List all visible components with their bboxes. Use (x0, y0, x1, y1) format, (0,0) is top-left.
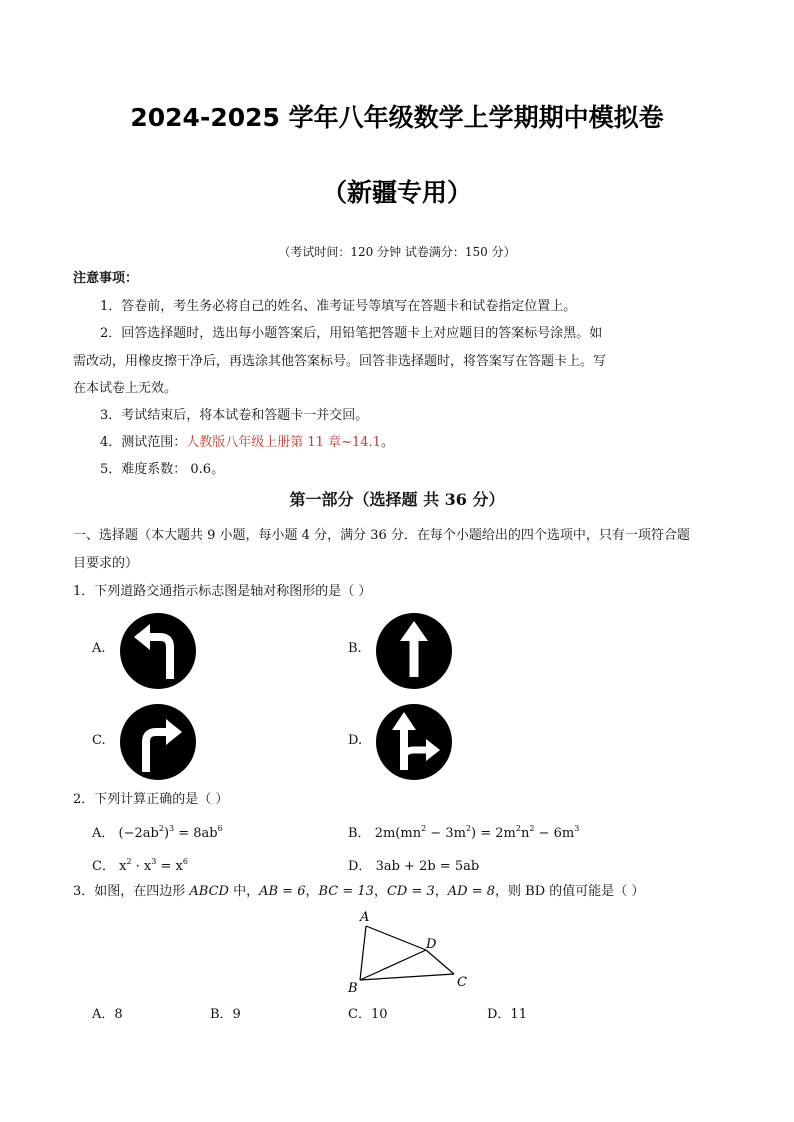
q2-option-d-label: D． (348, 859, 372, 874)
q3-stem-mid: 中， (228, 884, 260, 899)
q2-option-a-rhs: = 8ab (174, 826, 218, 841)
edge-bc (360, 974, 454, 980)
q2-option-b-text-4: n (520, 826, 530, 841)
q1-option-d-label: D. (348, 733, 363, 748)
straight-or-right-sign-icon[interactable] (374, 702, 454, 782)
turn-left-sign-icon[interactable] (118, 611, 198, 691)
straight-arrow-sign-icon[interactable] (374, 611, 454, 691)
q2-option-a[interactable] (92, 822, 223, 841)
turn-right-sign-icon[interactable] (118, 702, 198, 782)
q2-option-b-text-5: − 6m (534, 826, 575, 841)
point-c-label: C (457, 975, 467, 990)
notice-item-4-prefix: 4．测试范围： (100, 435, 187, 450)
q2-option-c-text-3: = x (156, 859, 183, 874)
edge-dc (426, 950, 454, 974)
q3-ab: AB = 6 (259, 884, 306, 899)
page-title: 2024-2025 学年八年级数学上学期期中模拟卷 (130, 103, 664, 132)
q3-bc: BC = 13 (318, 884, 374, 899)
notice-item-1: 1．答卷前，考生务必将自己的姓名、准考证号等填写在答题卡和试卷指定位置上。 (100, 299, 577, 314)
exam-info: （考试时间：120 分钟 试卷满分：150 分） (278, 245, 516, 259)
q2-option-b-exp-3: 2 (515, 824, 521, 833)
q3-option-c[interactable]: C．10 (348, 1007, 388, 1022)
q2-option-a-exp-outer: 3 (169, 824, 175, 833)
q2-option-c-exp-3: 6 (182, 857, 188, 866)
part1-intro-line-2: 目要求的） (73, 556, 139, 571)
q2-option-c-text-2: · x (131, 859, 152, 874)
notice-heading: 注意事项： (73, 271, 139, 286)
q2-option-d[interactable] (348, 855, 479, 874)
point-b-label: B (348, 981, 358, 996)
q2-option-c-label: C． (92, 859, 115, 874)
point-a-label: A (360, 910, 370, 925)
q2-option-b-exp-2: 2 (465, 824, 472, 833)
notice-item-2-line-1: 2．回答选择题时，选出每小题答案后，用铅笔把答题卡上对应题目的答案标号涂黑。如 (100, 326, 603, 341)
edge-ad (366, 926, 426, 950)
q2-option-c-exp-1: 2 (126, 857, 132, 866)
q2-option-b-text-1: 2m(mn (374, 826, 422, 841)
notice-item-3: 3．考试结束后，将本试卷和答题卡一并交回。 (100, 408, 369, 423)
part1-intro-line-1: 一、选择题（本大题共 9 小题，每小题 4 分，满分 36 分．在每个小题给出的四个选项中，只有一项符合题 (73, 528, 690, 543)
q2-option-a-rhs-exp: 6 (217, 824, 223, 833)
q2-stem: 2．下列计算正确的是（ ） (73, 792, 229, 807)
notice-item-4 (100, 434, 394, 452)
q3-stem-prefix: 3．如图，在四边形 (73, 884, 190, 899)
q2-option-a-label: A． (92, 826, 115, 841)
point-d-label: D (426, 937, 437, 952)
q2-option-b-exp-4: 2 (529, 824, 535, 833)
q2-option-b-text-3: ) = 2m (471, 826, 516, 841)
q1-stem: 1．下列道路交通指示标志图是轴对称图形的是（ ） (73, 584, 372, 599)
edge-ab (360, 926, 366, 980)
notice-item-5: 5．难度系数： 0.6。 (100, 462, 225, 477)
q2-option-c-text-1: x (119, 859, 127, 874)
notice-item-2-line-2: 需改动，用橡皮擦干净后，再选涂其他答案标号。回答非选择题时，将答案写在答题卡上。写 (73, 354, 607, 369)
test-range: 人教版八年级上册第 11 章~14.1 (186, 435, 381, 450)
notice-item-2-line-3: 在本试卷上无效。 (73, 381, 178, 396)
q3-ad: AD = 8 (447, 884, 496, 899)
q2-option-c[interactable] (92, 855, 188, 874)
q2-option-a-exp-inner: 2 (158, 824, 164, 833)
page-subtitle: （新疆专用） (321, 178, 472, 207)
section-title: 第一部分（选择题 共 36 分） (289, 490, 505, 509)
q1-option-b-label: B. (348, 641, 362, 656)
q3-option-b[interactable]: B．9 (210, 1007, 241, 1022)
quadrilateral-figure (340, 906, 480, 996)
q2-option-d-text: 3ab + 2b = 5ab (375, 859, 480, 874)
diagonal-bd (360, 950, 426, 980)
q3-option-d[interactable]: D．11 (487, 1007, 527, 1022)
q3-quad: ABCD (189, 884, 229, 899)
q3-option-a[interactable]: A．8 (92, 1007, 123, 1022)
q2-option-a-base: (−2ab (118, 826, 159, 841)
q2-option-c-exp-2: 3 (151, 857, 157, 866)
q2-option-b-exp-5: 3 (574, 824, 580, 833)
q1-option-a-label: A. (92, 641, 106, 656)
q2-option-b-text-2: − 3m (426, 826, 466, 841)
q2-option-a-close: ) (163, 826, 170, 841)
q1-option-c-label: C. (92, 733, 106, 748)
q3-stem: 3．如图，在四边形 ABCD 中，AB = 6，BC = 13，CD = 3，AD = 8，则 BD 的值可能是（ ） (73, 884, 645, 899)
q2-option-b-label: B． (348, 826, 371, 841)
q3-stem-suffix: ，则 BD 的值可能是（ ） (495, 884, 645, 899)
q3-cd: CD = 3 (386, 884, 435, 899)
notice-item-4-suffix: 。 (380, 435, 394, 450)
q2-option-b-exp-1: 2 (421, 824, 427, 833)
q2-option-b[interactable] (348, 822, 579, 841)
